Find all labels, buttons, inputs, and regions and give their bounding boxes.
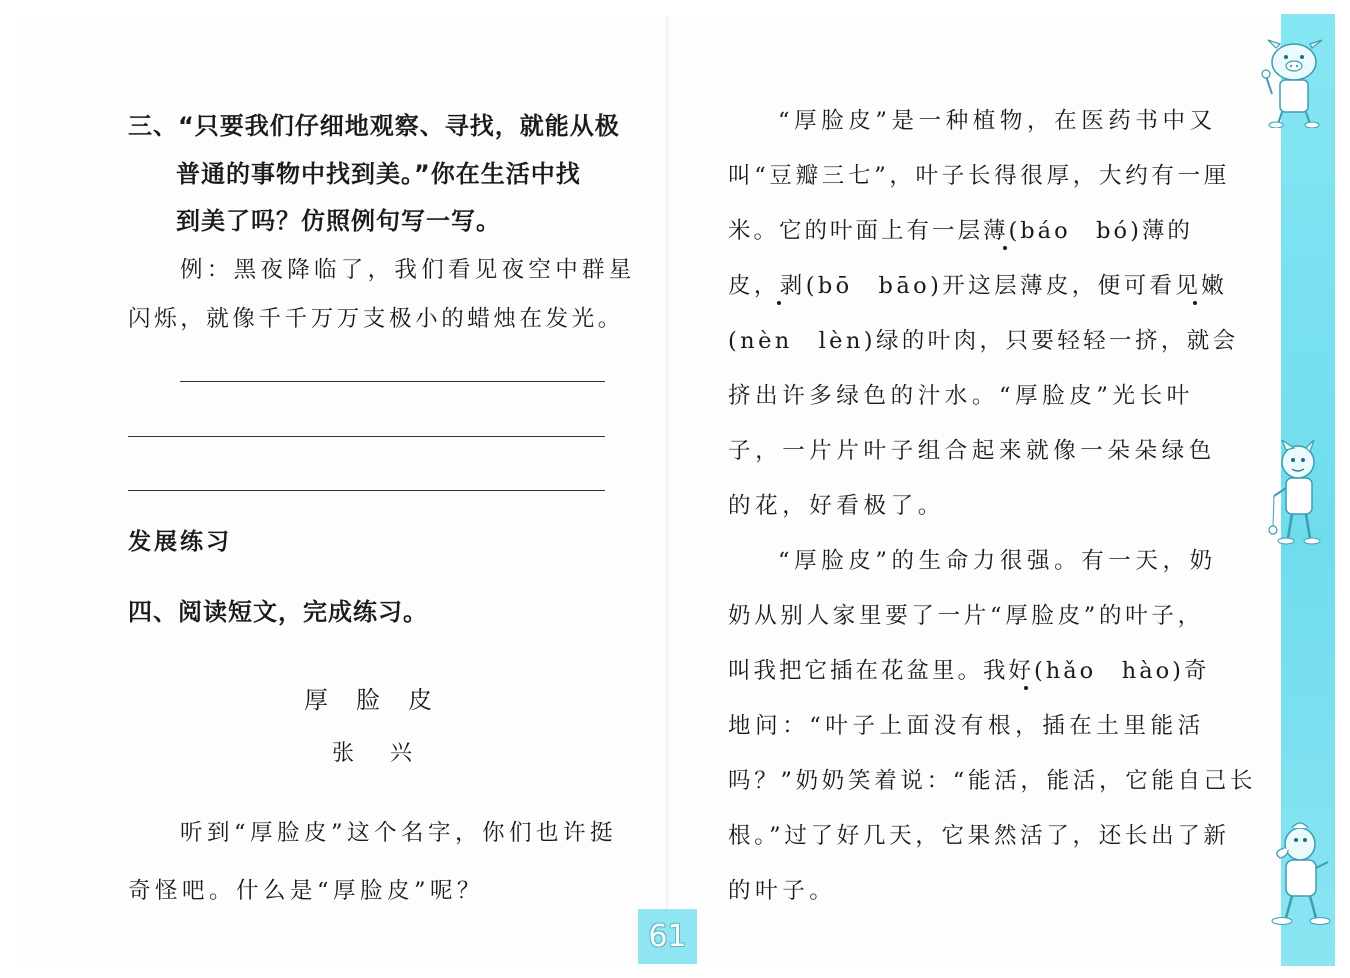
emphasis-dot: [1024, 686, 1028, 690]
cartoon-kid-yoyo-icon: [1262, 440, 1332, 550]
text-line: 子，一片片叶子组合起来就像一朵朵绿色: [728, 438, 1216, 464]
question-4: 四、阅读短文，完成练习。: [128, 598, 428, 626]
text-line: 皮，剥(bō bāo)开这层薄皮，便可看见嫩: [728, 273, 1228, 299]
text-line: 奶从别人家里要了一片“厚脸皮”的叶子，: [728, 603, 1204, 629]
story-title: 厚脸皮: [304, 686, 460, 714]
text-line: 的花，好看极了。: [728, 493, 945, 519]
emphasis-dot: [1003, 246, 1007, 250]
text-line: 地问：“叶子上面没有根，插在土里能活: [728, 713, 1205, 739]
example-line-1: 例：黑夜降临了，我们看见夜空中群星: [180, 257, 636, 283]
paragraph-1-line-2: 奇怪吧。什么是“厚脸皮”呢？: [128, 878, 485, 904]
text-line: 米。它的叶面上有一层薄(báo bó)薄的: [728, 218, 1193, 244]
text-line: 叫“豆瓣三七”，叶子长得很厚，大约有一厘: [728, 163, 1231, 189]
question-3-line-1: 三、“只要我们仔细地观察、寻找，就能从极: [128, 112, 620, 140]
cartoon-duck-icon: [1262, 818, 1334, 928]
story-author: 张兴: [332, 741, 449, 766]
section-title: 发展练习: [128, 529, 232, 555]
emphasis-dot: [1193, 301, 1197, 305]
page-number: 61: [638, 909, 697, 964]
text-line: “厚脸皮”是一种植物，在医药书中又: [778, 108, 1217, 134]
example-line-2: 闪烁，就像千千万万支极小的蜡烛在发光。: [128, 306, 624, 332]
text-line: 叫我把它插在花盆里。我好(hǎo hào)奇: [728, 658, 1210, 684]
text-line: 根。”过了好几天，它果然活了，还长出了新: [728, 823, 1230, 849]
text-line: (nèn lèn)绿的叶肉，只要轻轻一挤，就会: [728, 328, 1239, 354]
text-line: 挤出许多绿色的汁水。“厚脸皮”光长叶: [728, 383, 1194, 409]
pig-chef-icon: [1258, 36, 1338, 128]
text-line: 的叶子。: [728, 878, 837, 904]
emphasis-dot: [777, 301, 781, 305]
question-3-line-3: 到美了吗？仿照例句写一写。: [176, 207, 501, 235]
answer-line-1[interactable]: [180, 381, 605, 382]
text-line: “厚脸皮”的生命力很强。有一天，奶: [778, 548, 1217, 574]
text-line: 吗？”奶奶笑着说：“能活，能活，它能自己长: [728, 768, 1257, 794]
spine-gutter: [666, 16, 668, 962]
answer-line-3[interactable]: [128, 490, 605, 491]
question-3-line-2: 普通的事物中找到美。”你在生活中找: [176, 160, 581, 188]
paragraph-1-line-1: 听到“厚脸皮”这个名字，你们也许挺: [180, 820, 618, 846]
answer-line-2[interactable]: [128, 436, 605, 437]
